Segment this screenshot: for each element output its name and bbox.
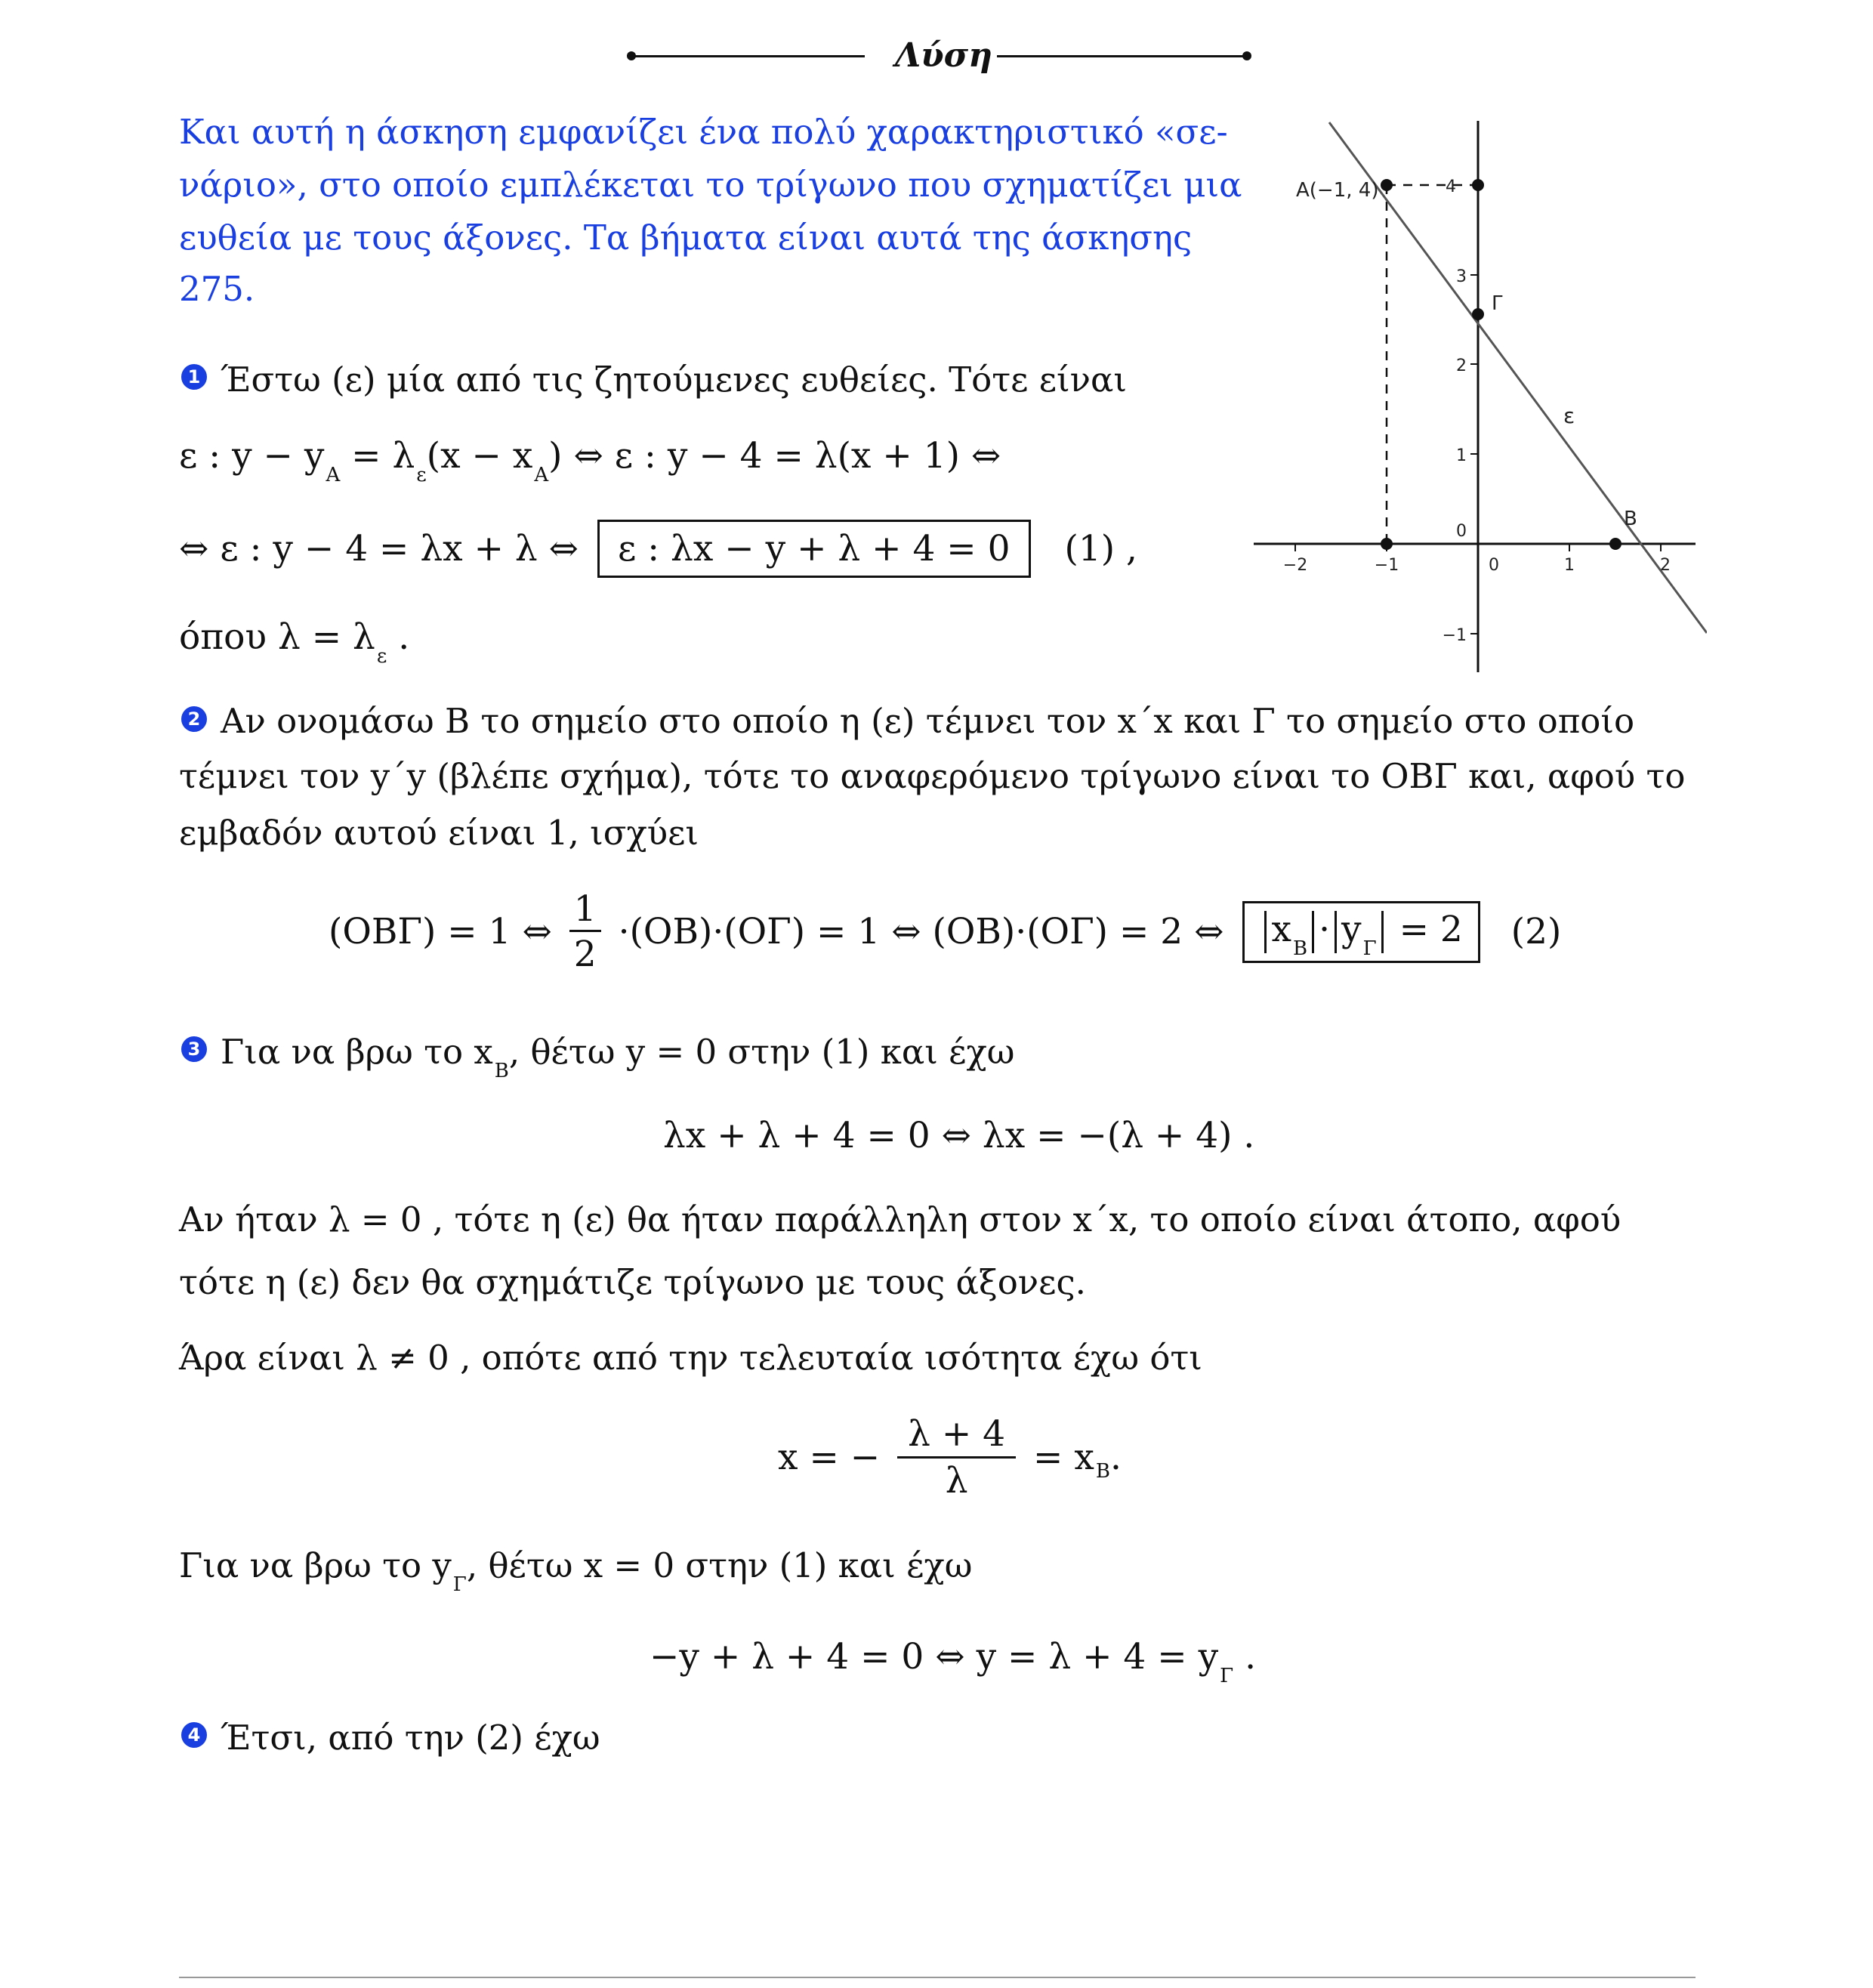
y-tick-label: 0 (1456, 522, 1467, 541)
point-y4 (1472, 179, 1484, 191)
step-1-equation-1: ε : $y - y_A = \lambda_\varepsilon(x - x_A)$ ⇔ ε : y − 4 = λ(x + 1) ⇔ (179, 435, 1001, 486)
intro-line: ευθεία με τους άξονες. Τα βήματα είναι αυτά της άσκησης (179, 218, 1193, 258)
y-tick-label: 1 (1456, 446, 1467, 465)
point-G (1472, 308, 1484, 320)
step-4-text: Έτσι, από την (2) έχω (221, 1718, 600, 1758)
equation-tag-1: (1) , (1064, 528, 1137, 570)
step-1-equation-2: ⇔ ε : y − 4 = λx + λ ⇔ ε : λx − y + λ + 4 = 0 (1) , (179, 520, 1137, 578)
step-2-line: τέμνει τον y΄y (βλέπε σχήμα), τότε το αναφερόμενο τρίγωνο είναι το ΟΒΓ και, αφού το (179, 756, 1686, 796)
footer-rule (179, 1977, 1696, 1978)
step-4-bullet: 4 (181, 1722, 207, 1748)
point-B (1609, 538, 1622, 550)
header-rule-left (631, 55, 865, 57)
page-title: Λύση (895, 36, 993, 75)
boxed-equation-2: $x_B \cdot y_\Gamma = 2$ (1242, 901, 1480, 963)
step-3-line-2: Για να βρω το $y_\Gamma$, θέτω x = 0 στην (1) και έχω (179, 1545, 973, 1596)
header-rule-right (997, 55, 1246, 57)
equation-tag-2: (2) (1510, 911, 1562, 952)
y-tick-label: 3 (1456, 267, 1467, 286)
point-A (1381, 179, 1393, 191)
step-3-line-1: Για να βρω το $x_B$, θέτω y = 0 στην (1) και έχω (221, 1032, 1015, 1082)
intro-line: Και αυτή η άσκηση εμφανίζει ένα πολύ χαρακτηριστικό «σε- (179, 112, 1228, 152)
step-2-bullet: 2 (181, 706, 207, 732)
y-tick-label: −1 (1442, 626, 1467, 645)
label-epsilon: ε (1563, 403, 1575, 428)
fraction-lambda: $\frac{\lambda + 4}{\lambda}$ (897, 1416, 1016, 1499)
step-3-equation-1: λx + λ + 4 = 0 ⇔ λx = −(λ + 4) . (663, 1115, 1255, 1156)
step-3-equation-3: −y + λ + 4 = 0 ⇔ $y = \lambda + 4 = y_\Gamma$ . (650, 1636, 1257, 1687)
fraction-one-half: $\frac{1}{2}$ (569, 891, 601, 972)
y-tick-label: 4 (1446, 178, 1456, 196)
coordinate-figure (1254, 113, 1707, 680)
x-tick-label: −1 (1374, 556, 1399, 575)
intro-line: νάριο», στο οποίο εμπλέκεται το τρίγωνο που σχηματίζει μια (179, 165, 1242, 205)
step-3-bullet: 3 (181, 1036, 207, 1062)
step-3-paragraph: Άρα είναι λ ≠ 0 , οπότε από την τελευταία ισότητα έχω ότι (179, 1338, 1202, 1378)
step-2-line: εμβαδόν αυτού είναι 1, ισχύει (179, 813, 699, 853)
label-A: A(−1, 4) (1296, 179, 1379, 202)
x-tick-label: 1 (1564, 556, 1575, 575)
header-dot-left (627, 51, 636, 60)
step-1-where: όπου $\lambda = \lambda_\varepsilon$ . (179, 616, 410, 668)
x-tick-label: −2 (1282, 556, 1308, 575)
label-B: B (1624, 508, 1637, 530)
label-G: Γ (1492, 292, 1503, 315)
intro-line: 275. (179, 269, 255, 309)
x-tick-label: 0 (1489, 556, 1499, 575)
step-3-paragraph: Αν ήταν λ = 0 , τότε η (ε) θα ήταν παράλληλη στον x΄x, το οποίο είναι άτοπο, αφού (179, 1199, 1622, 1239)
y-tick-label: 2 (1456, 357, 1467, 375)
step-3-paragraph: τότε η (ε) δεν θα σχημάτιζε τρίγωνο με τους άξονες. (179, 1262, 1086, 1302)
step-1-text: Έστω (ε) μία από τις ζητούμενες ευθείες. Τότε είναι (221, 360, 1128, 400)
step-2-equation: (ΟΒΓ) = 1 ⇔ $\frac{1}{2}$ ·(ΟΒ)·(ΟΓ) = 1 ⇔ (ΟΒ)·(ΟΓ) = 2 ⇔ $x_B \cdot y_\Gamma = 2$ (2) (329, 888, 1562, 975)
step-3-equation-2: x = − $\frac{\lambda + 4}{\lambda}$ = $x_B$. (778, 1413, 1122, 1502)
boxed-equation-1: ε : λx − y + λ + 4 = 0 (597, 520, 1031, 578)
step-2-line: Αν ονομάσω Β το σημείο στο οποίο η (ε) τέμνει τον x΄x και Γ το σημείο στο οποίο (221, 701, 1635, 741)
x-tick-label: 2 (1660, 556, 1671, 575)
step-1-bullet: 1 (181, 364, 207, 390)
point-x-1 (1381, 538, 1393, 550)
header-dot-right (1242, 51, 1251, 60)
